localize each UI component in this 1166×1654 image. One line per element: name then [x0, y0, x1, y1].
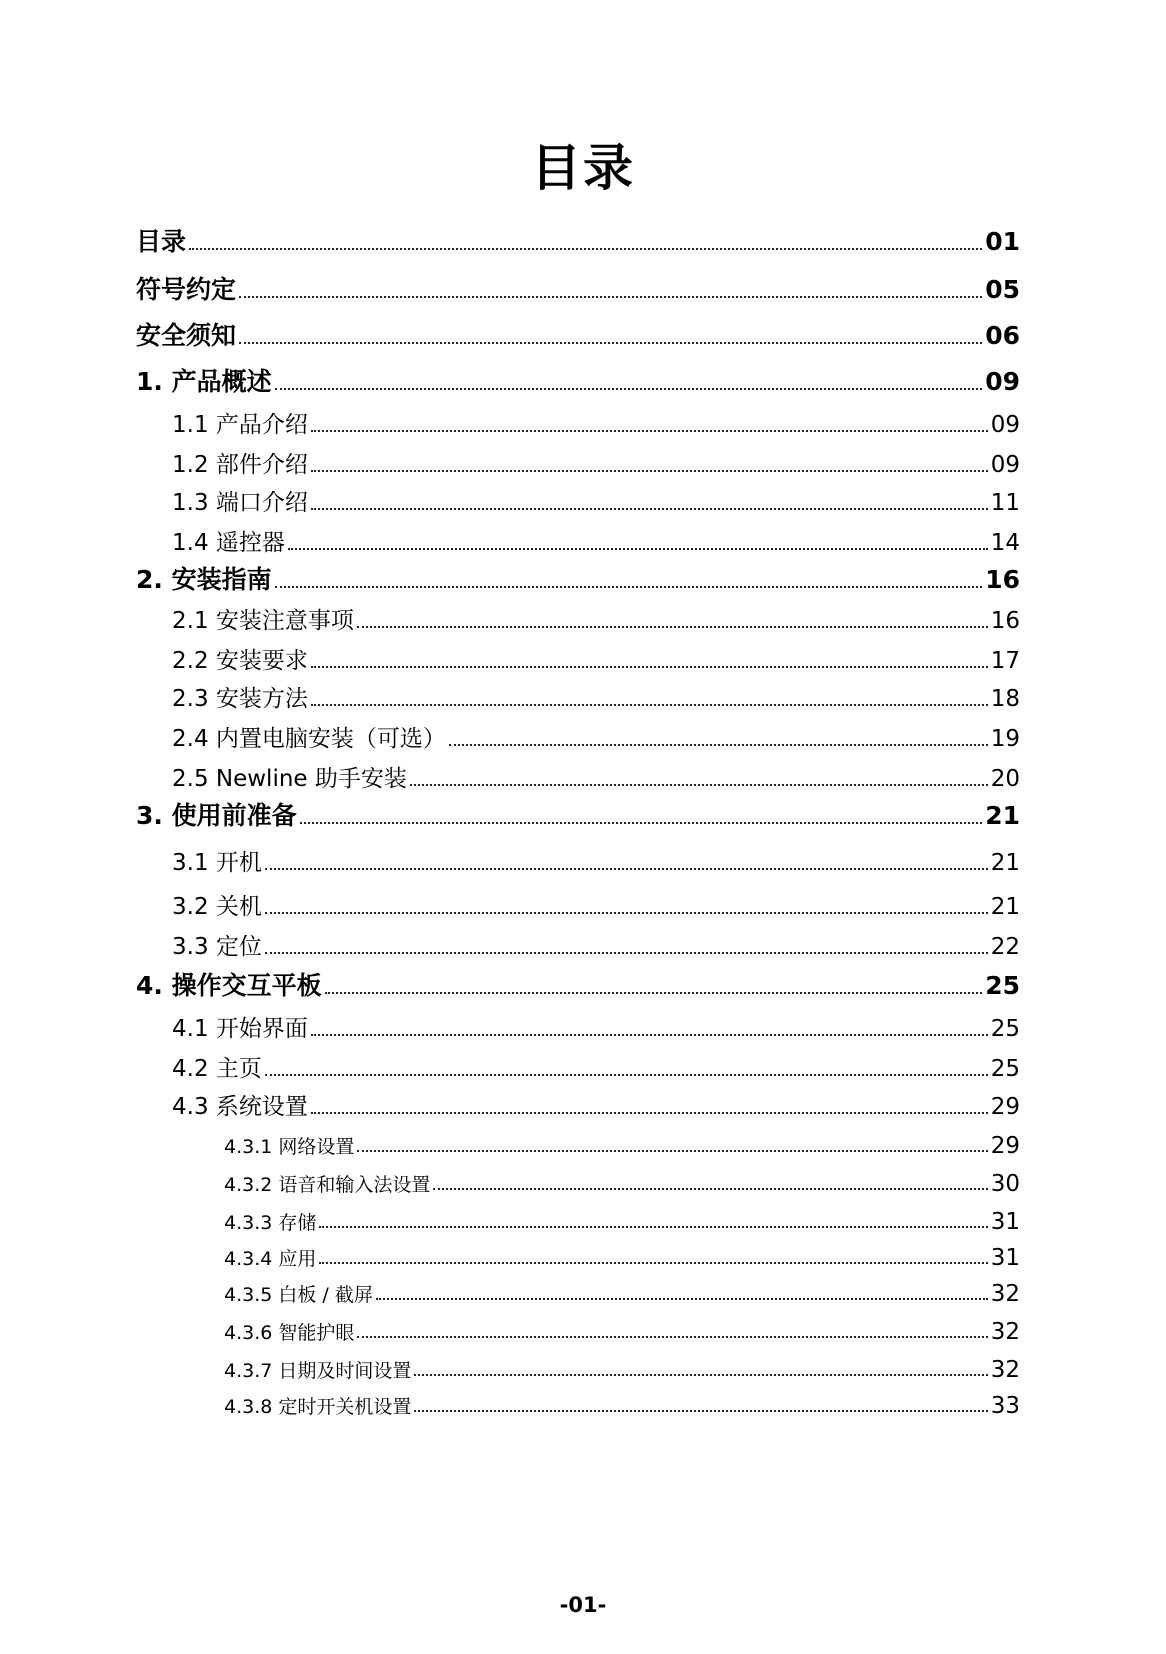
toc-entry[interactable] [172, 1008, 1020, 1044]
toc-entry-page: 14 [990, 530, 1020, 556]
toc-entry-page: 32 [990, 1319, 1020, 1345]
toc-entry-title: 3.1 开机 [172, 850, 262, 876]
toc-entry-title: 4.1 开始界面 [172, 1016, 308, 1042]
toc-entry-title: 2.3 安装方法 [172, 686, 308, 712]
toc-entry-page: 09 [990, 452, 1020, 478]
dot-leader [275, 586, 983, 588]
toc-entry[interactable] [136, 796, 1020, 832]
toc-entry-page: 06 [985, 321, 1020, 350]
toc-entry[interactable] [136, 222, 1020, 258]
toc-entry[interactable] [224, 1384, 1020, 1420]
toc-entry-page: 29 [990, 1094, 1020, 1120]
toc-entry-title: 4.3.5 白板 / 截屏 [224, 1284, 373, 1306]
toc-entry[interactable] [172, 1086, 1020, 1122]
dot-leader [311, 666, 988, 668]
toc-entry-title: 2.1 安装注意事项 [172, 608, 354, 634]
toc-entry[interactable] [172, 404, 1020, 440]
toc-entry[interactable] [136, 316, 1020, 352]
toc-entry[interactable] [172, 758, 1020, 794]
toc-entry-page: 30 [990, 1171, 1020, 1197]
toc-entry-page: 25 [985, 971, 1020, 1000]
toc-entry-title: 4.3.3 存储 [224, 1212, 317, 1234]
dot-leader [414, 1374, 987, 1376]
toc-entry[interactable] [172, 1048, 1020, 1084]
toc-entry[interactable] [172, 444, 1020, 480]
toc-entry[interactable] [224, 1236, 1020, 1272]
toc-entry-page: 33 [990, 1393, 1020, 1419]
toc-entry-title: 1.1 产品介绍 [172, 412, 308, 438]
toc-entry[interactable] [172, 482, 1020, 518]
dot-leader [311, 430, 988, 432]
toc-entry-page: 25 [990, 1016, 1020, 1042]
toc-entry-page: 21 [990, 850, 1020, 876]
toc-entry-page: 22 [990, 934, 1020, 960]
toc-entry-title: 1. 产品概述 [136, 367, 272, 396]
toc-entry[interactable] [172, 926, 1020, 962]
dot-leader [275, 388, 983, 390]
toc-entry-page: 11 [990, 490, 1020, 516]
dot-leader [319, 1226, 987, 1228]
toc-entry-page: 21 [990, 894, 1020, 920]
toc-entry-title: 2.5 Newline 助手安装 [172, 766, 407, 792]
toc-entry-page: 09 [985, 367, 1020, 396]
toc-entry-title: 1.2 部件介绍 [172, 452, 308, 478]
toc-entry-page: 16 [985, 565, 1020, 594]
dot-leader [265, 1074, 988, 1076]
toc-entry-page: 05 [985, 275, 1020, 304]
toc-entry-page: 21 [985, 801, 1020, 830]
dot-leader [357, 626, 988, 628]
toc-entry-title: 4.3.7 日期及时间设置 [224, 1360, 412, 1382]
toc-entry[interactable] [224, 1124, 1020, 1160]
toc-entry-page: 16 [990, 608, 1020, 634]
toc-entry-page: 09 [990, 412, 1020, 438]
dot-leader [319, 1262, 987, 1264]
dot-leader [311, 1112, 988, 1114]
dot-leader [300, 822, 983, 824]
toc-entry-title: 4.2 主页 [172, 1056, 262, 1082]
dot-leader [357, 1336, 987, 1338]
toc-entry-page: 32 [990, 1281, 1020, 1307]
toc-entry-title: 4. 操作交互平板 [136, 971, 322, 1000]
dot-leader [239, 296, 982, 298]
toc-entry[interactable] [172, 522, 1020, 558]
dot-leader [265, 952, 988, 954]
toc-entry[interactable] [224, 1200, 1020, 1236]
toc-entry-page: 29 [990, 1133, 1020, 1159]
toc-entry-page: 32 [990, 1357, 1020, 1383]
dot-leader [265, 912, 988, 914]
dot-leader [414, 1410, 987, 1412]
toc-entry[interactable] [224, 1310, 1020, 1346]
dot-leader [410, 784, 988, 786]
toc-entry-page: 25 [990, 1056, 1020, 1082]
toc-entry-page: 31 [990, 1245, 1020, 1271]
toc-entry[interactable] [136, 362, 1020, 398]
toc-entry[interactable] [136, 270, 1020, 306]
dot-leader [239, 342, 982, 344]
toc-entry-title: 4.3.2 语音和输入法设置 [224, 1174, 431, 1196]
toc-entry-page: 01 [985, 227, 1020, 256]
toc-entry-title: 3. 使用前准备 [136, 801, 297, 830]
toc-entry-title: 4.3.1 网络设置 [224, 1136, 355, 1158]
toc-entry-title: 2.2 安装要求 [172, 648, 308, 674]
dot-leader [288, 548, 988, 550]
toc-entry[interactable] [224, 1348, 1020, 1384]
toc-entry-page: 18 [990, 686, 1020, 712]
toc-entry-page: 19 [990, 726, 1020, 752]
dot-leader [325, 992, 983, 994]
dot-leader [311, 470, 988, 472]
dot-leader [311, 508, 988, 510]
toc-entry-title: 4.3.6 智能护眼 [224, 1322, 355, 1344]
toc-entry-title: 安全须知 [136, 321, 237, 350]
dot-leader [311, 704, 988, 706]
toc-entry-title: 3.2 关机 [172, 894, 262, 920]
page-number: -01- [559, 1593, 607, 1617]
toc-entry-page: 17 [990, 648, 1020, 674]
toc-entry-title: 4.3.8 定时开关机设置 [224, 1396, 412, 1418]
toc-entry[interactable] [172, 600, 1020, 636]
toc-entry-title: 1.4 遥控器 [172, 530, 285, 556]
toc-entry-title: 4.3 系统设置 [172, 1094, 308, 1120]
toc-entry[interactable] [136, 966, 1020, 1002]
toc-entry[interactable] [136, 560, 1020, 596]
toc-entry-title: 2.4 内置电脑安装（可选） [172, 726, 446, 752]
toc-entry-title: 目录 [136, 227, 187, 256]
toc-entry[interactable] [172, 718, 1020, 754]
toc-entry-page: 20 [990, 766, 1020, 792]
dot-leader [376, 1298, 988, 1300]
toc-entry[interactable] [224, 1272, 1020, 1308]
dot-leader [189, 248, 982, 250]
toc-entry[interactable] [172, 886, 1020, 922]
toc-entry-title: 1.3 端口介绍 [172, 490, 308, 516]
toc-entry[interactable] [172, 640, 1020, 676]
toc-entry[interactable] [172, 842, 1020, 878]
toc-entry-title: 3.3 定位 [172, 934, 262, 960]
page-title: 目录 [531, 139, 635, 197]
toc-entry-title: 4.3.4 应用 [224, 1248, 317, 1270]
toc-entry-page: 31 [990, 1209, 1020, 1235]
toc-entry[interactable] [224, 1162, 1020, 1198]
dot-leader [265, 868, 988, 870]
toc-entry[interactable] [172, 678, 1020, 714]
dot-leader [357, 1150, 987, 1152]
dot-leader [449, 744, 988, 746]
dot-leader [433, 1188, 987, 1190]
toc-entry-title: 符号约定 [136, 275, 237, 304]
toc-entry-title: 2. 安装指南 [136, 565, 272, 594]
dot-leader [311, 1034, 988, 1036]
